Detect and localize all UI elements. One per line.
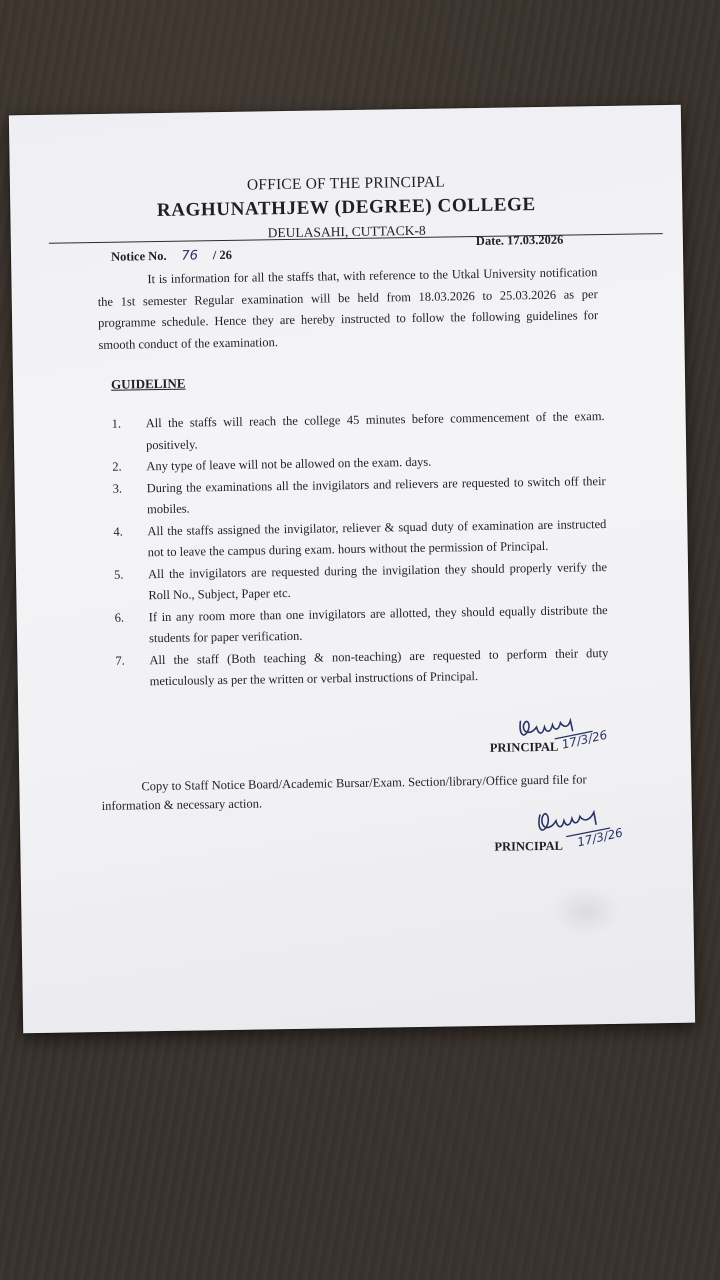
signature-2-date: 17/3/26: [575, 825, 625, 850]
guideline-number: 1.: [111, 416, 122, 431]
office-title: OFFICE OF THE PRINCIPAL: [246, 173, 446, 194]
college-name: RAGHUNATHJEW (DEGREE) COLLEGE: [156, 194, 536, 222]
guideline-number: 4.: [113, 524, 123, 539]
principal-title-1: PRINCIPAL: [489, 739, 559, 755]
guideline-list: [100, 406, 609, 693]
notice-year: / 26: [212, 247, 233, 263]
guideline-number: 6.: [114, 610, 125, 625]
copy-to-paragraph: Copy to Staff Notice Board/Academic Bursar/Exam. Section/library/Office guard file for information & necessary action.: [101, 772, 587, 813]
notice-number: 76: [181, 248, 199, 264]
guideline-number: 3.: [112, 481, 123, 496]
guideline-text: All the staffs assigned the invigilator, reliever & squad duty of examination are instructed not to leave the campus during exam. hours without the permission of Principal.: [147, 516, 607, 560]
college-address: DEULASAHI, CUTTACK-8: [267, 222, 426, 241]
guideline-text: All the staffs will reach the college 45 minutes before commencement of the exam. positively.: [145, 409, 605, 452]
guideline-text: All the staff (Both teaching & non-teaching) are requested to perform their duty meticulously as per the written or verbal instructions of Principal.: [149, 645, 609, 689]
guideline-number: 2.: [112, 459, 122, 474]
guideline-heading: GUIDELINE: [110, 375, 186, 392]
principal-title-2: PRINCIPAL: [494, 838, 564, 854]
notice-date: Date. 17.03.2026: [475, 232, 564, 249]
guideline-number: 7.: [115, 653, 125, 668]
intro-paragraph: It is information for all the staffs that, with reference to the Utkal University notification the 1st semester Regular examination will be held from 18.03.2026 to 25.03.2026 as per programme schedule. Hence they are hereby instructed to follow the following guidelines for smooth conduct of the examination.: [97, 265, 599, 352]
guideline-item: [103, 642, 609, 693]
guideline-text: If in any room more than one invigilators are allotted, they should equally distribute the students for paper verification.: [148, 602, 608, 646]
notice-label: Notice No.: [110, 248, 167, 264]
faint-stamp-mark: [551, 886, 622, 937]
signature-1-date: 17/3/26: [560, 727, 609, 752]
guideline-number: 5.: [113, 567, 124, 582]
guideline-text: During the examinations all the invigilators and relievers are requested to switch off their mobiles.: [146, 473, 606, 517]
guideline-text: All the invigilators are requested during the invigilation they should properly verify the Roll No., Subject, Paper etc.: [147, 559, 608, 603]
guideline-text: Any type of leave will not be allowed on the exam. days.: [146, 454, 432, 474]
notice-sheet: [9, 105, 695, 1033]
